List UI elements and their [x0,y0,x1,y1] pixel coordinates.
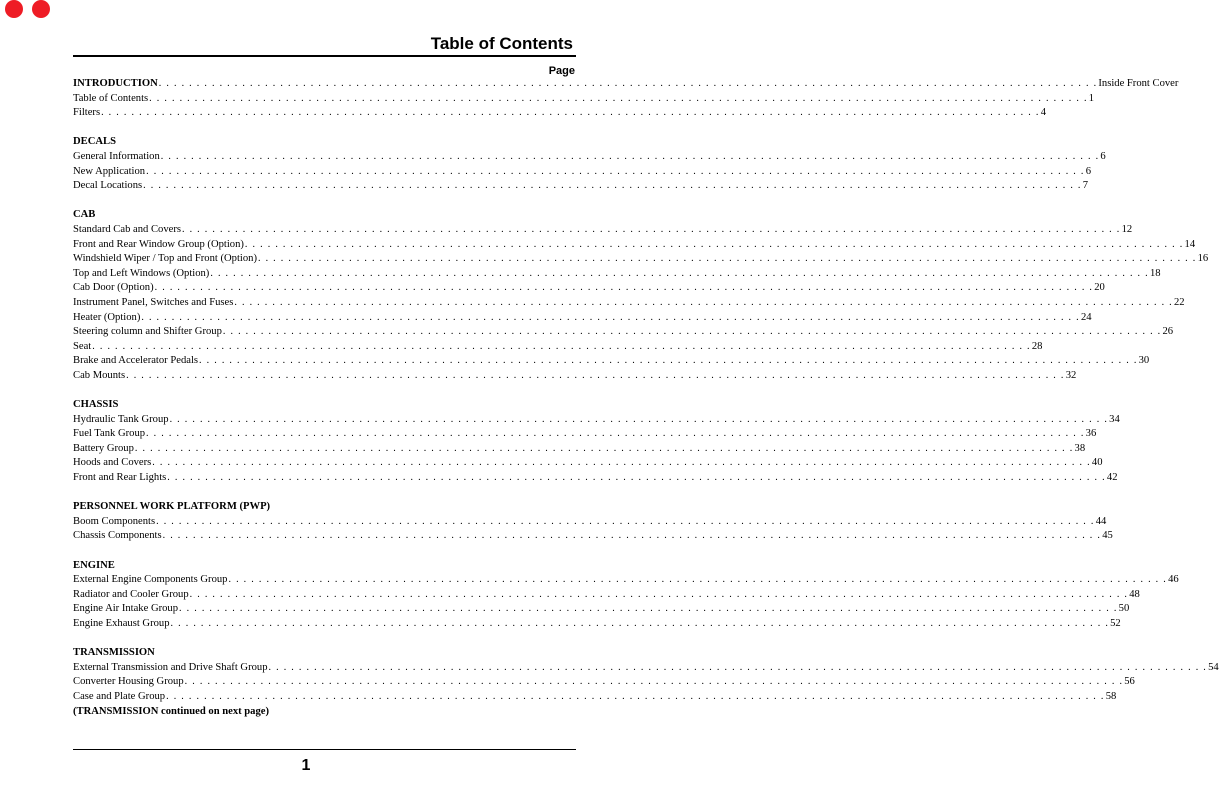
toc-entry[interactable] [73,413,1120,428]
toc-entry-title: New Application [73,165,146,177]
dot-leader: . . . . . . . . . . . . . . . . . . . . . . . . . . . . . . . . . . . . . . . . . . . . . . . . . . . . . . . . . . . . . . . . . . . . . . . . . . . . . . . . . . . . . . . . . . . . . . . . . . . . . . . . . . . . . . . . . . . . . . . . . . . . [126,369,1065,381]
toc-entry-title: Case and Plate Group [73,690,166,702]
dot-leader: . . . . . . . . . . . . . . . . . . . . . . . . . . . . . . . . . . . . . . . . . . . . . . . . . . . . . . . . . . . . . . . . . . . . . . . . . . . . . . . . . . . . . . . . . . . . . . . . . . . . . . . . . . . . . . . . . . . . . . . . . . . . [154,282,1094,294]
dot-leader: . . . . . . . . . . . . . . . . . . . . . . . . . . . . . . . . . . . . . . . . . . . . . . . . . . . . . . . . . . . . . . . . . . . . . . . . . . . . . . . . . . . . . . . . . . . . . . . . . . . . . . . . . . . . . . . . . . . . . . . . . . . . [210,267,1149,279]
dot-leader: . . . . . . . . . . . . . . . . . . . . . . . . . . . . . . . . . . . . . . . . . . . . . . . . . . . . . . . . . . . . . . . . . . . . . . . . . . . . . . . . . . . . . . . . . . . . . . . . . . . . . . . . . . . . . . . . . . . . . . . . . . . . [143,180,1082,192]
binder-hole-icon [5,0,23,18]
toc-entry-title: Instrument Panel, Switches and Fuses [73,296,234,308]
toc-entry-page: 46 [1168,574,1179,586]
toc-entry[interactable] [73,573,1179,588]
toc-entry[interactable] [73,427,1097,442]
toc-entry-title: Chassis Components [73,530,162,542]
toc-section-cab [73,208,1209,383]
continued-note: (TRANSMISSION continued on next page) [73,705,270,717]
toc-section-engine [73,559,1179,632]
toc-entry[interactable] [73,617,1121,632]
toc-entry[interactable] [73,311,1092,326]
toc-entry[interactable] [73,223,1133,238]
toc-entry-page: 28 [1031,340,1043,352]
toc-entry[interactable] [73,77,1179,92]
toc-entry-page: 20 [1094,282,1105,294]
toc-entry-title: Radiator and Cooler Group [73,588,189,600]
section-heading: TRANSMISSION [73,647,155,659]
toc-entry[interactable] [73,369,1077,384]
toc-entry-title: Table of Contents [73,92,149,104]
toc-entry-page: 18 [1149,267,1161,279]
toc-entry-title: General Information [73,150,160,162]
dot-leader: . . . . . . . . . . . . . . . . . . . . . . . . . . . . . . . . . . . . . . . . . . . . . . . . . . . . . . . . . . . . . . . . . . . . . . . . . . . . . . . . . . . . . . . . . . . . . . . . . . . . . . . . . . . . . . . . . . . . . . . . . . . . [228,574,1168,586]
dot-leader: . . . . . . . . . . . . . . . . . . . . . . . . . . . . . . . . . . . . . . . . . . . . . . . . . . . . . . . . . . . . . . . . . . . . . . . . . . . . . . . . . . . . . . . . . . . . . . . . . . . . . . . . . . . . . . . . . . . . . . . . . . . . [152,457,1091,469]
dot-leader: . . . . . . . . . . . . . . . . . . . . . . . . . . . . . . . . . . . . . . . . . . . . . . . . . . . . . . . . . . . . . . . . . . . . . . . . . . . . . . . . . . . . . . . . . . . . . . . . . . . . . . . . . . . . . . . . . . . . . . . . . . . . [184,676,1124,688]
toc-entry-page: 6 [1085,165,1091,177]
dot-leader: . . . . . . . . . . . . . . . . . . . . . . . . . . . . . . . . . . . . . . . . . . . . . . . . . . . . . . . . . . . . . . . . . . . . . . . . . . . . . . . . . . . . . . . . . . . . . . . . . . . . . . . . . . . . . . . . . . . . . . . . . . . . [189,588,1129,600]
toc-entry[interactable] [73,675,1135,690]
dot-leader: . . . . . . . . . . . . . . . . . . . . . . . . . . . . . . . . . . . . . . . . . . . . . . . . . . . . . . . . . . . . . . . . . . . . . . . . . . . . . . . . . . . . . . . . . . . . . . . . . . . . . . . . . . . . . . . . . . . . . . . . . . . . [141,311,1080,323]
toc-entry[interactable] [73,165,1091,180]
toc-entry-page: 22 [1173,296,1185,308]
page-column-label: Page [548,65,575,77]
toc-entry-title: Fuel Tank Group [73,428,146,440]
dot-leader: . . . . . . . . . . . . . . . . . . . . . . . . . . . . . . . . . . . . . . . . . . . . . . . . . . . . . . . . . . . . . . . . . . . . . . . . . . . . . . . . . . . . . . . . . . . . . . . . . . . . . . . . . . . . . . . . . . . . . . . . . . . . [149,92,1088,104]
toc-entry-title: Hydraulic Tank Group [73,413,169,425]
dot-leader: . . . . . . . . . . . . . . . . . . . . . . . . . . . . . . . . . . . . . . . . . . . . . . . . . . . . . . . . . . . . . . . . . . . . . . . . . . . . . . . . . . . . . . . . . . . . . . . . . . . . . . . . . . . . . . . . . . . . . . . . . . . . [169,413,1109,425]
dot-leader: . . . . . . . . . . . . . . . . . . . . . . . . . . . . . . . . . . . . . . . . . . . . . . . . . . . . . . . . . . . . . . . . . . . . . . . . . . . . . . . . . . . . . . . . . . . . . . . . . . . . . . . . . . . . . . . . . . . . . . . . . . . . [160,150,1100,162]
toc-entry-page: 30 [1138,355,1150,367]
section-heading: PERSONNEL WORK PLATFORM (PWP) [73,501,271,513]
toc-entry-title: INTRODUCTION [73,78,158,89]
toc-entry-page: 42 [1106,472,1118,484]
binder-hole-icon [32,0,50,18]
toc-entry-title: Brake and Accelerator Pedals [73,355,199,367]
toc-entry-title: Seat [73,340,92,352]
toc-entry-page: 52 [1110,617,1121,629]
toc-entry[interactable] [73,529,1113,544]
toc-entry-page: 16 [1197,253,1209,265]
toc-entry-title: Windshield Wiper / Top and Front (Option) [73,253,257,265]
toc-entry-page: 6 [1100,150,1106,162]
toc-entry-page: 14 [1184,238,1196,250]
toc-entry-page: 1 [1088,92,1095,104]
toc-entry[interactable] [73,354,1150,369]
dot-leader: . . . . . . . . . . . . . . . . . . . . . . . . . . . . . . . . . . . . . . . . . . . . . . . . . . . . . . . . . . . . . . . . . . . . . . . . . . . . . . . . . . . . . . . . . . . . . . . . . . . . . . . . . . . . . . . . . . . . . . . . . . . . [101,107,1040,119]
toc-entry[interactable] [73,150,1106,165]
toc-section-decals [73,135,1106,193]
table-of-contents [73,77,1219,719]
toc-section-chassis [73,398,1120,486]
toc-entry[interactable] [73,515,1107,530]
dot-leader: . . . . . . . . . . . . . . . . . . . . . . . . . . . . . . . . . . . . . . . . . . . . . . . . . . . . . . . . . . . . . . . . . . . . . . . . . . . . . . . . . . . . . . . . . . . . . . . . . . . . . . . . . . . . . . . . . . . . . . . . . . . . [162,530,1102,542]
toc-entry-title: Front and Rear Lights [73,472,167,484]
dot-leader: . . . . . . . . . . . . . . . . . . . . . . . . . . . . . . . . . . . . . . . . . . . . . . . . . . . . . . . . . . . . . . . . . . . . . . . . . . . . . . . . . . . . . . . . . . . . . . . . . . . . . . . . . . . . . . . . . . . . . . . . . . . . [146,165,1085,177]
toc-entry-page: 12 [1121,223,1133,235]
toc-entry-title: Steering column and Shifter Group [73,326,222,338]
toc-entry-page: 50 [1118,603,1130,615]
toc-entry-title: Decal Locations [73,180,143,192]
toc-entry[interactable] [73,690,1117,705]
toc-entry-title: Top and Left Windows (Option) [73,267,210,279]
toc-entry[interactable] [73,602,1130,617]
dot-leader: . . . . . . . . . . . . . . . . . . . . . . . . . . . . . . . . . . . . . . . . . . . . . . . . . . . . . . . . . . . . . . . . . . . . . . . . . . . . . . . . . . . . . . . . . . . . . . . . . . . . . . . . . . . . . . . . . . . . . . . . . . . . [244,238,1184,250]
dot-leader: . . . . . . . . . . . . . . . . . . . . . . . . . . . . . . . . . . . . . . . . . . . . . . . . . . . . . . . . . . . . . . . . . . . . . . . . . . . . . . . . . . . . . . . . . . . . . . . . . . . . . . . . . . . . . . . . . . . . . . . . . . . . [179,603,1118,615]
toc-entry-page: 36 [1085,428,1097,440]
toc-entry-title: Cab Door (Option) [73,282,154,294]
toc-entry-title: Hoods and Covers [73,457,152,469]
toc-entry-title: Heater (Option) [73,311,141,323]
dot-leader: . . . . . . . . . . . . . . . . . . . . . . . . . . . . . . . . . . . . . . . . . . . . . . . . . . . . . . . . . . . . . . . . . . . . . . . . . . . . . . . . . . . . . . . . . . . . . . . . . . . . . . . . . . . . . . . . . . . . . . . . . . . . [181,223,1121,235]
toc-entry-page: 48 [1129,588,1140,600]
dot-leader: . . . . . . . . . . . . . . . . . . . . . . . . . . . . . . . . . . . . . . . . . . . . . . . . . . . . . . . . . . . . . . . . . . . . . . . . . . . . . . . . . . . . . . . . . . . . . . . . . . . . . . . . . . . . . . . . . . . . . . . . . . . . [170,617,1110,629]
dot-leader: . . . . . . . . . . . . . . . . . . . . . . . . . . . . . . . . . . . . . . . . . . . . . . . . . . . . . . . . . . . . . . . . . . . . . . . . . . . . . . . . . . . . . . . . . . . . . . . . . . . . . . . . . . . . . . . . . . . . . . . . . . . . [167,472,1106,484]
toc-section-pwp [73,500,1113,544]
toc-entry-page: 4 [1040,107,1046,119]
section-heading: CAB [73,209,96,221]
dot-leader: . . . . . . . . . . . . . . . . . . . . . . . . . . . . . . . . . . . . . . . . . . . . . . . . . . . . . . . . . . . . . . . . . . . . . . . . . . . . . . . . . . . . . . . . . . . . . . . . . . . . . . . . . . . . . . . . . . . . . . . . . . . . [234,296,1173,308]
toc-entry[interactable] [73,281,1105,296]
dot-leader: . . . . . . . . . . . . . . . . . . . . . . . . . . . . . . . . . . . . . . . . . . . . . . . . . . . . . . . . . . . . . . . . . . . . . . . . . . . . . . . . . . . . . . . . . . . . . . . . . . . . . . . . . . . . . . . . . . . . . . . . . . . . [158,78,1098,89]
toc-entry-title: Cab Mounts [73,369,126,381]
toc-entry[interactable] [73,238,1196,253]
dot-leader: . . . . . . . . . . . . . . . . . . . . . . . . . . . . . . . . . . . . . . . . . . . . . . . . . . . . . . . . . . . . . . . . . . . . . . . . . . . . . . . . . . . . . . . . . . . . . . . . . . . . . . . . . . . . . . . . . . . . . . . . . . . . [146,428,1085,440]
toc-entry[interactable] [73,340,1043,355]
toc-entry-page: 7 [1082,180,1089,192]
toc-entry[interactable] [73,267,1161,282]
toc-entry-title: Front and Rear Window Group (Option) [73,238,244,250]
dot-leader: . . . . . . . . . . . . . . . . . . . . . . . . . . . . . . . . . . . . . . . . . . . . . . . . . . . . . . . . . . . . . . . . . . . . . . . . . . . . . . . . . . . . . . . . . . . . . . . . . . . . . . . . . . . . . . . . . . . . . . . . . . . . [156,515,1095,527]
toc-entry[interactable] [73,92,1095,107]
toc-entry-page: Inside Front Cover [1098,78,1179,89]
page-number: 1 [301,757,311,774]
dot-leader: . . . . . . . . . . . . . . . . . . . . . . . . . . . . . . . . . . . . . . . . . . . . . . . . . . . . . . . . . . . . . . . . . . . . . . . . . . . . . . . . . . . . . . . . . . . . . . . . . . . . . . . . . . . . . . . . . . . . . . . . . . . . [222,326,1162,338]
dot-leader: . . . . . . . . . . . . . . . . . . . . . . . . . . . . . . . . . . . . . . . . . . . . . . . . . . . . . . . . . . . . . . . . . . . . . . . . . . . . . . . . . . . . . . . . . . . . . . . . . . . . . . . . . . . . . . . . . . . . . . . . . . . . [92,340,1031,352]
toc-entry-title: External Engine Components Group [73,574,228,586]
toc-intro-section [73,77,1179,121]
toc-entry[interactable] [73,106,1046,121]
toc-entry-page: 56 [1124,676,1135,688]
toc-entry-title: External Transmission and Drive Shaft Group [73,661,268,673]
toc-entry[interactable] [73,456,1103,471]
toc-entry[interactable] [73,588,1140,603]
dot-leader: . . . . . . . . . . . . . . . . . . . . . . . . . . . . . . . . . . . . . . . . . . . . . . . . . . . . . . . . . . . . . . . . . . . . . . . . . . . . . . . . . . . . . . . . . . . . . . . . . . . . . . . . . . . . . . . . . . . . . . . . . . . . [134,442,1074,454]
toc-entry-page: 54 [1208,661,1219,673]
section-heading: CHASSIS [73,399,119,411]
toc-entry[interactable] [73,325,1174,340]
toc-entry-page: 44 [1095,515,1107,527]
toc-entry[interactable] [73,661,1219,676]
dot-leader: . . . . . . . . . . . . . . . . . . . . . . . . . . . . . . . . . . . . . . . . . . . . . . . . . . . . . . . . . . . . . . . . . . . . . . . . . . . . . . . . . . . . . . . . . . . . . . . . . . . . . . . . . . . . . . . . . . . . . . . . . . . . [166,690,1105,702]
toc-entry-page: 32 [1065,369,1077,381]
toc-entry[interactable] [73,179,1089,194]
toc-entry-page: 38 [1074,442,1086,454]
dot-leader: . . . . . . . . . . . . . . . . . . . . . . . . . . . . . . . . . . . . . . . . . . . . . . . . . . . . . . . . . . . . . . . . . . . . . . . . . . . . . . . . . . . . . . . . . . . . . . . . . . . . . . . . . . . . . . . . . . . . . . . . . . . . [257,253,1197,265]
section-heading: DECALS [73,136,116,148]
page-title: Table of Contents [430,34,573,53]
toc-entry-page: 26 [1162,326,1174,338]
section-heading: ENGINE [73,559,115,571]
toc-entry[interactable] [73,296,1185,311]
toc-entry-page: 58 [1105,690,1117,702]
toc-entry-title: Engine Exhaust Group [73,617,170,629]
toc-section-transmission [73,646,1219,719]
toc-entry-page: 24 [1080,311,1092,323]
toc-entry-page: 45 [1102,530,1113,542]
header-divider [73,55,576,57]
toc-entry[interactable] [73,471,1118,486]
toc-entry-title: Converter Housing Group [73,676,184,688]
toc-entry-page: 34 [1109,413,1120,425]
toc-entry-page: 40 [1091,457,1103,469]
toc-entry-title: Battery Group [73,442,134,454]
toc-entry[interactable] [73,252,1209,267]
toc-entry-title: Engine Air Intake Group [73,603,179,615]
toc-entry-title: Boom Components [73,515,156,527]
toc-entry[interactable] [73,442,1086,457]
footer-divider [73,749,576,750]
toc-entry-title: Standard Cab and Covers [73,223,181,235]
dot-leader: . . . . . . . . . . . . . . . . . . . . . . . . . . . . . . . . . . . . . . . . . . . . . . . . . . . . . . . . . . . . . . . . . . . . . . . . . . . . . . . . . . . . . . . . . . . . . . . . . . . . . . . . . . . . . . . . . . . . . . . . . . . . [268,661,1208,673]
toc-entry-title: Filters [73,107,101,119]
dot-leader: . . . . . . . . . . . . . . . . . . . . . . . . . . . . . . . . . . . . . . . . . . . . . . . . . . . . . . . . . . . . . . . . . . . . . . . . . . . . . . . . . . . . . . . . . . . . . . . . . . . . . . . . . . . . . . . . . . . . . . . . . . . . [199,355,1138,367]
